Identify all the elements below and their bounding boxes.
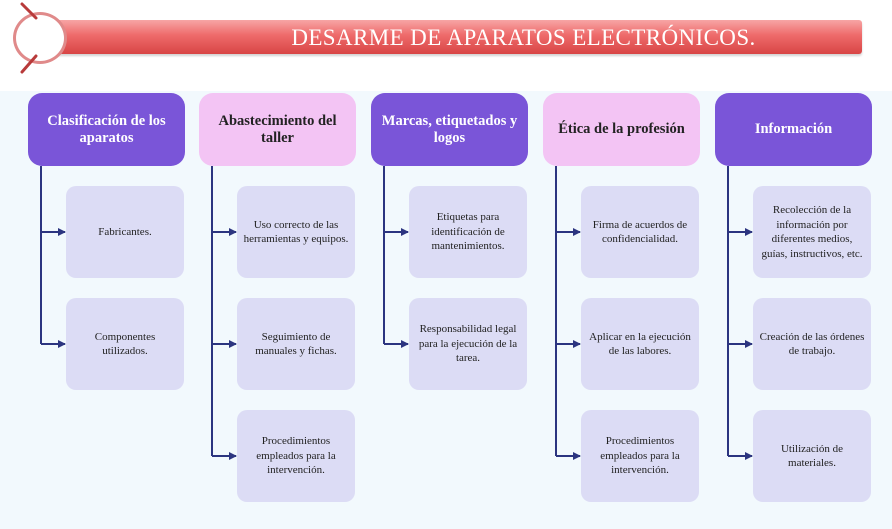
column-header: Información [715,93,872,166]
item-card: Recolección de la información por diferentes medios, guías, instructivos, etc. [753,186,871,278]
item-card: Fabricantes. [66,186,184,278]
column-header: Marcas, etiquetados y logos [371,93,528,166]
item-card: Componentes utilizados. [66,298,184,390]
item-card: Seguimiento de manuales y fichas. [237,298,355,390]
item-card: Firma de acuerdos de confidencialidad. [581,186,699,278]
page-title: DESARME DE APARATOS ELECTRÓNICOS. [291,25,756,50]
title-banner [40,20,862,54]
item-card: Responsabilidad legal para la ejecución de la tarea. [409,298,527,390]
item-card: Aplicar en la ejecución de las labores. [581,298,699,390]
column-header: Clasificación de los aparatos [28,93,185,166]
item-card: Creación de las órdenes de trabajo. [753,298,871,390]
item-card: Etiquetas para identificación de mantenimientos. [409,186,527,278]
column-header: Ética de la profesión [543,93,700,166]
item-card: Uso correcto de las herramientas y equipos. [237,186,355,278]
column-header: Abastecimiento del taller [199,93,356,166]
item-card: Procedimientos empleados para la intervención. [237,410,355,502]
banner-slash-ornament [0,0,70,80]
item-card: Utilización de materiales. [753,410,871,502]
item-card: Procedimientos empleados para la intervención. [581,410,699,502]
